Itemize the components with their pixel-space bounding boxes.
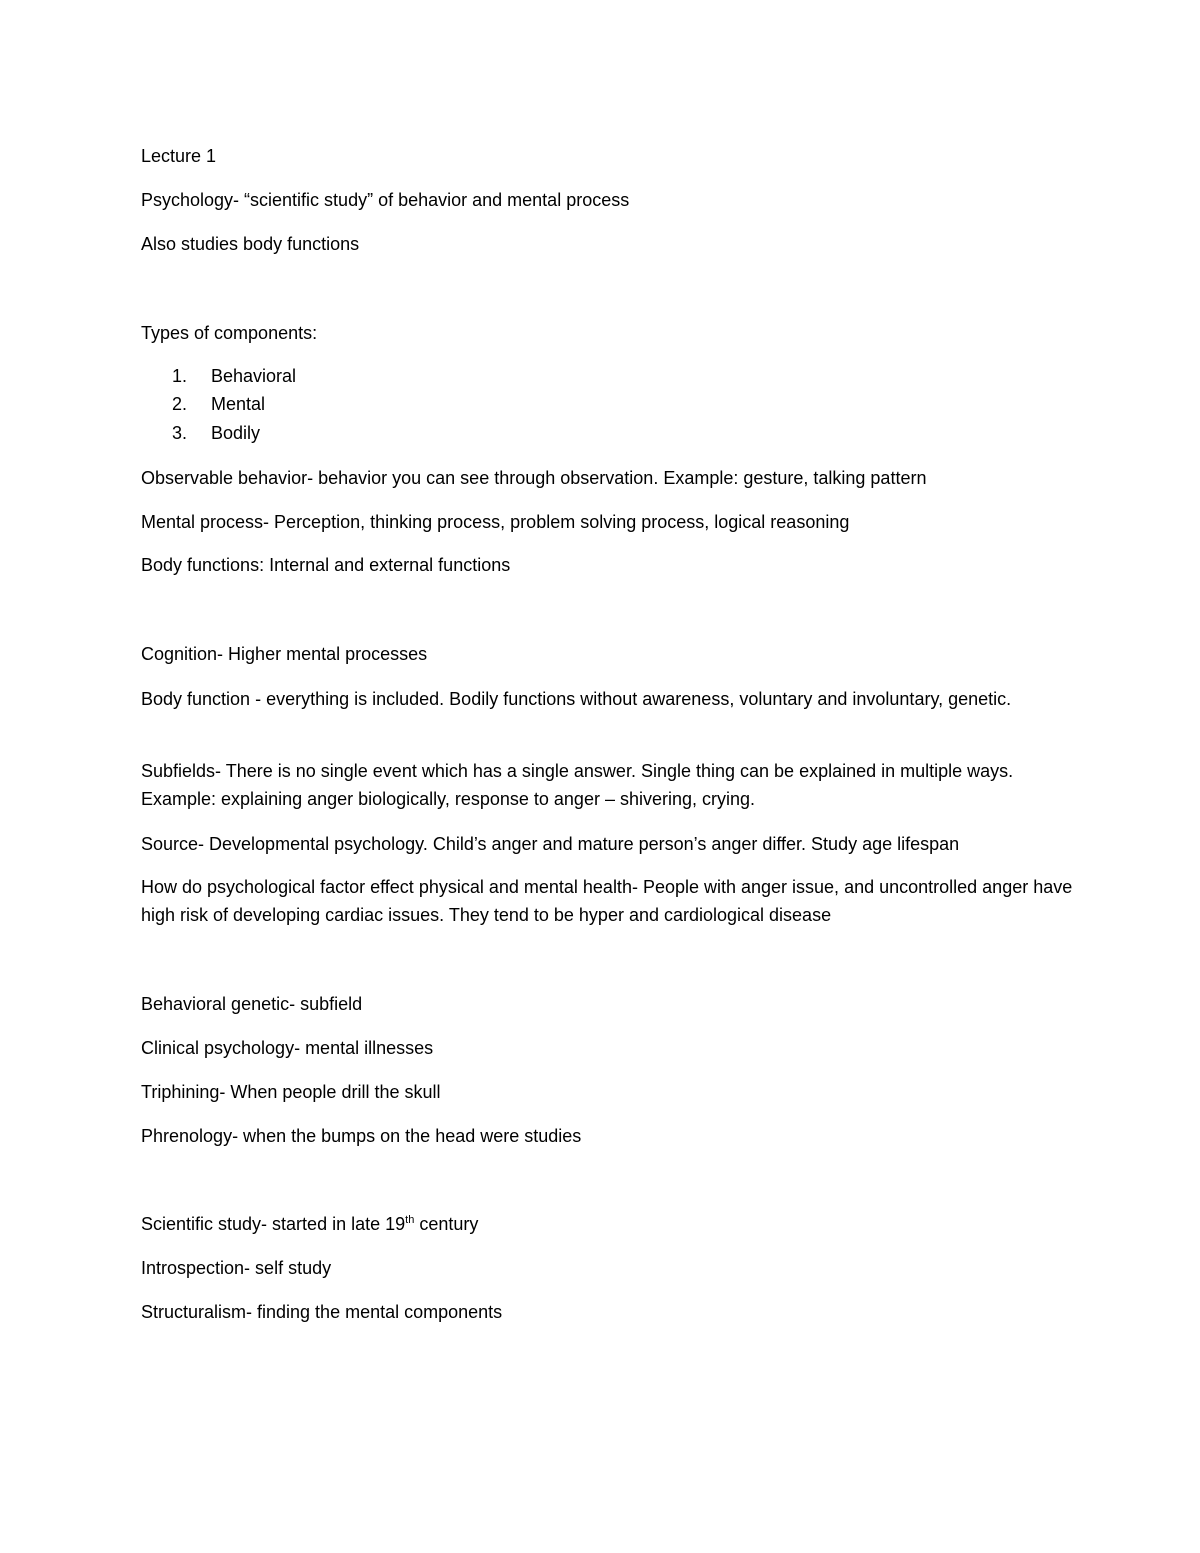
list-number: 1. [172,366,188,386]
scientific-study-text: Scientific study- started in late 19 [141,1214,406,1234]
list-label: Behavioral [211,366,297,386]
triphining-paragraph: Triphining- When people drill the skull [141,1082,441,1102]
list-number: 3. [172,423,188,443]
behavioral-genetic-paragraph: Behavioral genetic- subfield [141,994,363,1014]
lecture-title: Lecture 1 [141,146,217,166]
phrenology-paragraph: Phrenology- when the bumps on the head were studies [141,1126,582,1146]
list-label: Mental [211,394,266,414]
observable-behavior-paragraph: Observable behavior- behavior you can see through observation. Example: gesture, talking pattern [141,468,927,488]
ordinal-suffix: th [405,1214,415,1226]
clinical-psychology-paragraph: Clinical psychology- mental illnesses [141,1038,434,1058]
body-functions-note: Also studies body functions [141,234,360,254]
body-functions-paragraph: Body functions: Internal and external functions [141,555,511,575]
list-item [172,419,260,447]
introspection-paragraph: Introspection- self study [141,1258,332,1278]
psychology-definition: Psychology- “scientific study” of behavior and mental process [141,190,630,210]
cognition-paragraph: Cognition- Higher mental processes [141,644,428,664]
source-paragraph: Source- Developmental psychology. Child’s anger and mature person’s anger differ. Study age lifespan [141,834,960,854]
list-number: 2. [172,394,188,414]
scientific-study-paragraph [141,1210,478,1238]
subfields-paragraph: Subfields- There is no single event which has a single answer. Single thing can be explained in multiple ways. Example: explaining anger biologically, response to anger – shivering, crying. [141,761,1014,809]
list-label: Bodily [211,423,261,443]
body-function-paragraph: Body function - everything is included. Bodily functions without awareness, voluntary and involuntary, genetic. [141,689,1012,709]
structuralism-paragraph: Structuralism- finding the mental components [141,1302,503,1322]
scientific-study-tail: century [414,1214,479,1234]
list-item [172,362,296,390]
health-paragraph: How do psychological factor effect physical and mental health- People with anger issue, and uncontrolled anger have high risk of developing cardiac issues. They tend to be hyper and cardiological disease [141,877,1073,925]
list-item [172,390,265,418]
types-heading: Types of components: [141,323,318,343]
mental-process-paragraph: Mental process- Perception, thinking process, problem solving process, logical reasoning [141,512,850,532]
